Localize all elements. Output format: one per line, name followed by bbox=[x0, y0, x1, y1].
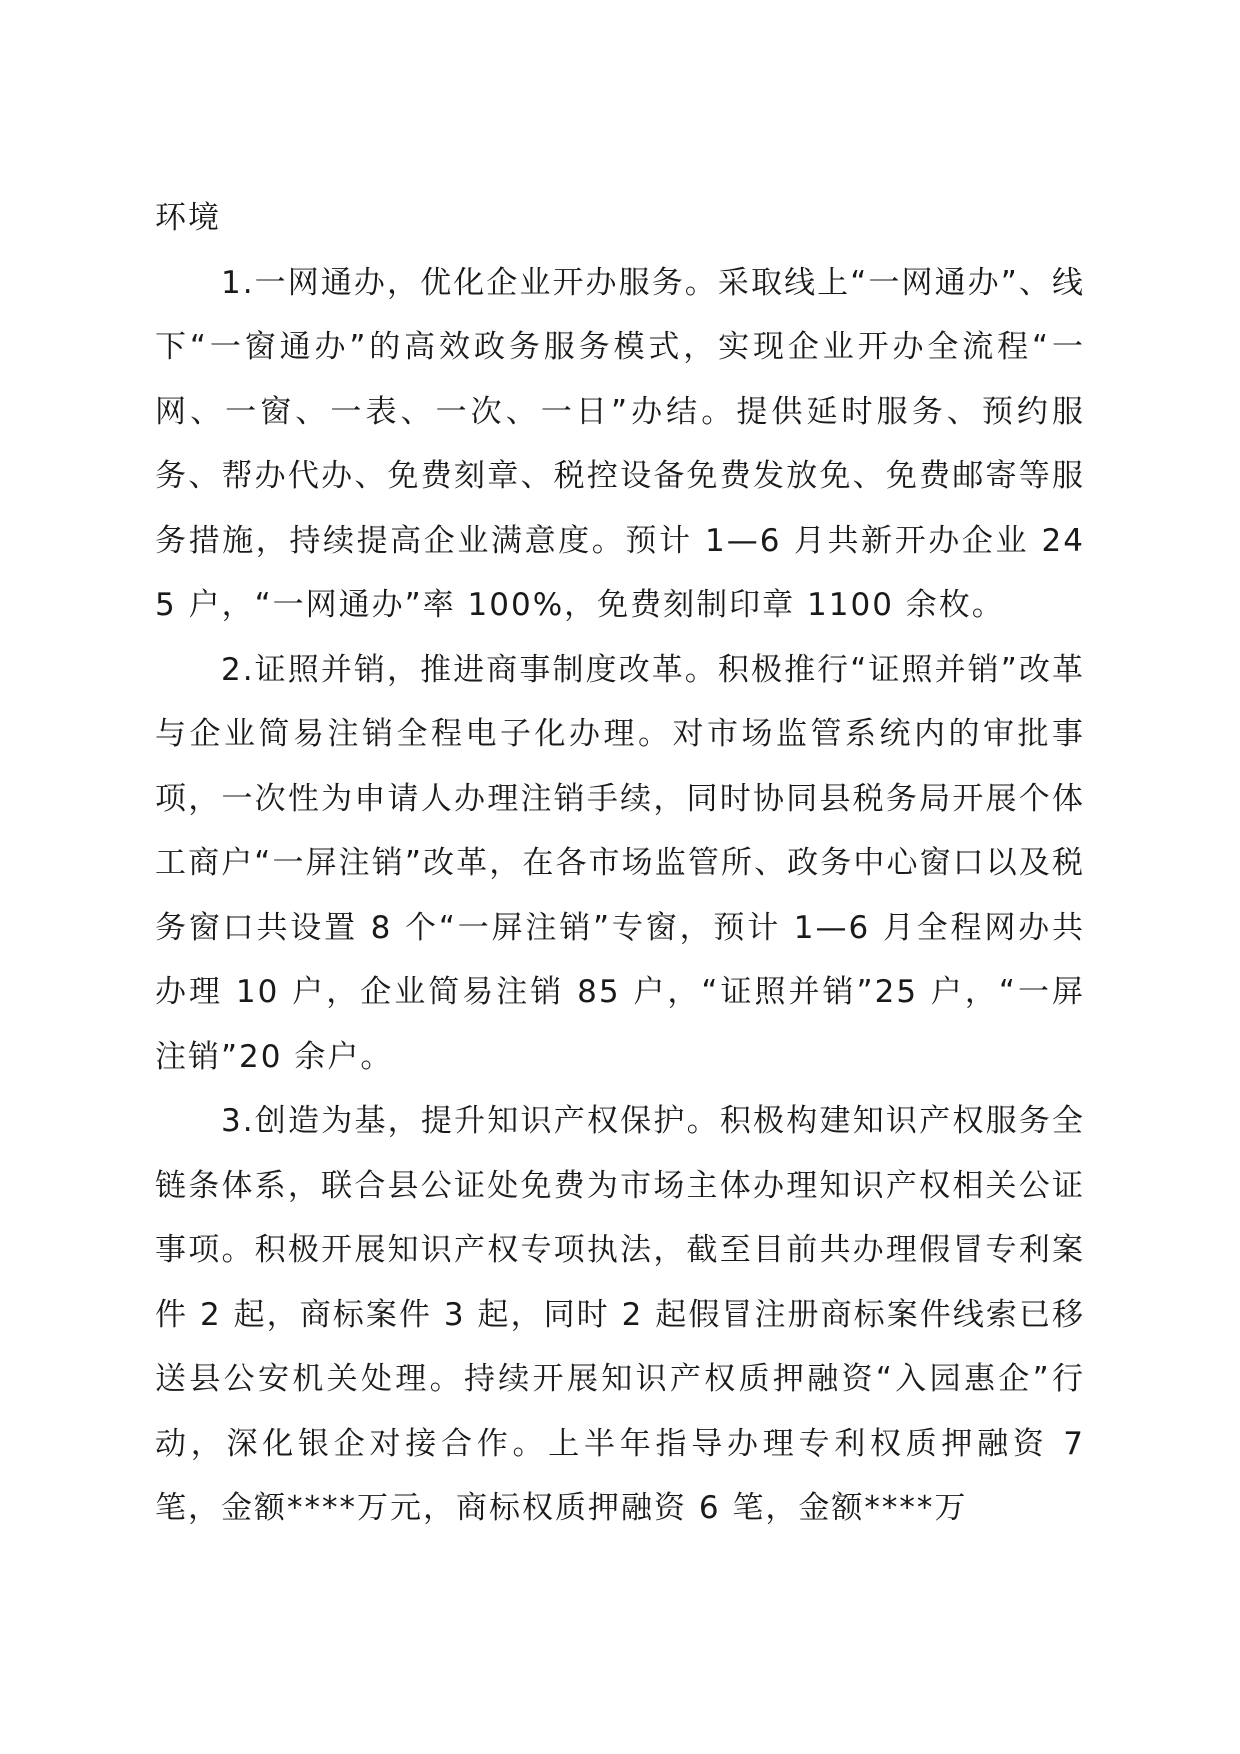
paragraph-online-service: 1.一网通办，优化企业开办服务。采取线上“一网通办”、线下“一窗通办”的高效政务服务模式，实现企业开办全流程“一网、一窗、一表、一次、一日”办结。提供延时服务、预约服务、帮办代办、免费刻章、税控设备免费发放免、免费邮寄等服务措施，持续提高企业满意度。预计 1—6 月共新开办企业 245 户，“一网通办”率 100%，免费刻制印章 1100 余枚。 bbox=[155, 264, 1085, 623]
paragraph-license-cancellation: 2.证照并销，推进商事制度改革。积极推行“证照并销”改革与企业简易注销全程电子化办理。对市场监管系统内的审批事项，一次性为申请人办理注销手续，同时协同县税务局开展个体工商户“一屏注销”改革，在各市场监管所、政务中心窗口以及税务窗口共设置 8 个“一屏注销”专窗，预计 1—6 月全程网办共办理 10 户，企业简易注销 85 户，“证照并销”25 户，“一屏注销”20 余户。 bbox=[155, 651, 1085, 1075]
document-body bbox=[155, 186, 1085, 1541]
continuation-line: 环境 bbox=[155, 200, 221, 236]
paragraph-ip-protection: 3.创造为基，提升知识产权保护。积极构建知识产权服务全链条体系，联合县公证处免费为市场主体办理知识产权相关公证事项。积极开展知识产权专项执法，截至目前共办理假冒专利案件 2 起，商标案件 3 起，同时 2 起假冒注册商标案件线索已移送县公安机关处理。持续开展知识产权质押融资“入园惠企”行动，深化银企对接合作。上半年指导办理专利权质押融资 7 笔，金额****万元，商标权质押融资 6 笔，金额****万 bbox=[155, 1103, 1085, 1526]
